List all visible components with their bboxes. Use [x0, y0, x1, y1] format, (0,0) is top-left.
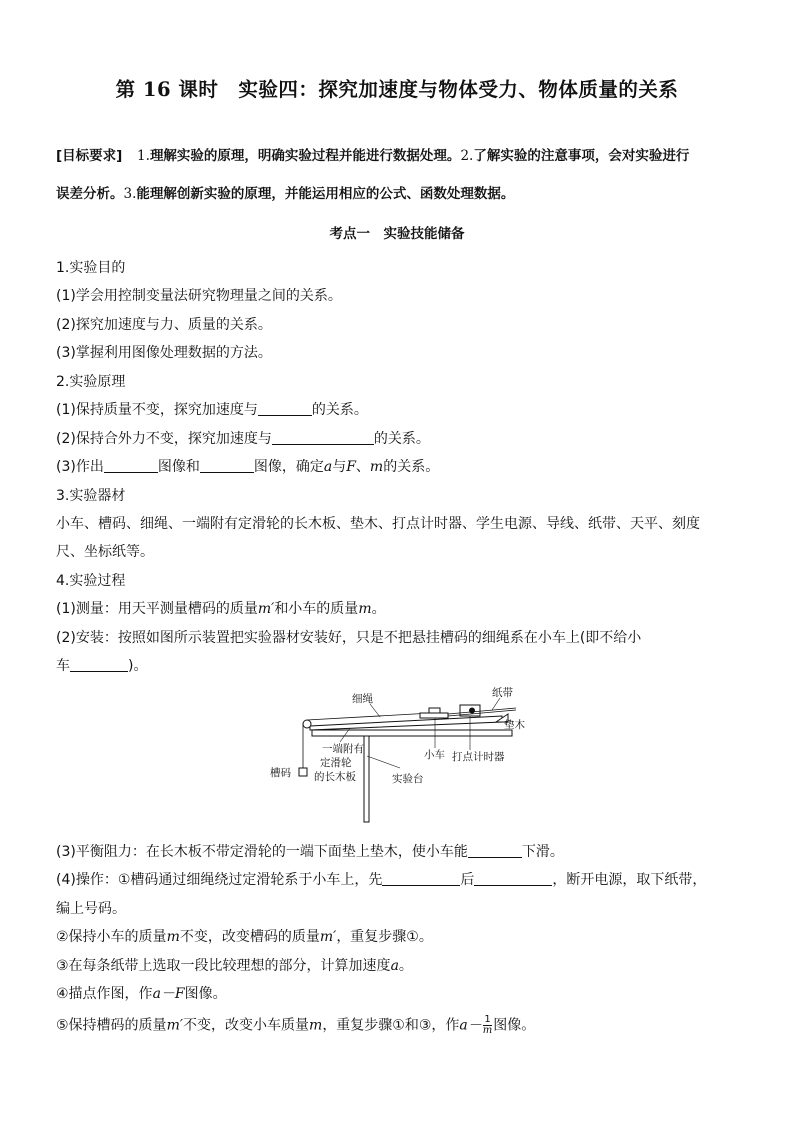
- s4-line-4: [56, 842, 564, 862]
- label-board-3: 的长木板: [314, 771, 356, 783]
- s4-l8-text-c: ，重复步骤①和③，作: [322, 1017, 460, 1034]
- objectives-line-2: [56, 184, 746, 204]
- fill-blank[interactable]: [382, 871, 460, 886]
- s4-l6-text-b: 。: [398, 958, 413, 974]
- objective-text-2a: 了解实验的注意事项，会对实验进行: [473, 148, 690, 164]
- fill-blank[interactable]: [200, 458, 254, 473]
- symbol-m-prime: m′: [257, 601, 275, 617]
- s4-line-8: [56, 956, 413, 976]
- s4-l6-text-a: ③在每条纸带上选取一段比较理想的部分，计算加速度: [56, 958, 391, 974]
- symbol-m: m: [166, 929, 180, 945]
- s4-l4-text-c: ，断开电源，取下纸带，: [552, 872, 707, 888]
- objectives-line-1: [56, 146, 746, 166]
- symbol-a: a: [390, 958, 399, 974]
- s4-line-1: [56, 599, 386, 619]
- fill-blank[interactable]: [474, 871, 552, 886]
- fill-blank[interactable]: [468, 843, 522, 858]
- objective-text-2b: 误差分析。: [56, 186, 124, 202]
- s1-heading: 1.实验目的: [56, 260, 126, 276]
- s2-l2-text-a: (2)保持合外力不变，探究加速度与: [56, 431, 272, 447]
- fill-blank[interactable]: [104, 458, 158, 473]
- s4-l2-text-b: 车: [56, 658, 70, 674]
- s2-line-1: [56, 400, 368, 420]
- s2-l3-text-c: 图像，确定: [253, 459, 324, 475]
- s4-l5-text-b: 不变，改变槽码的质量: [179, 929, 320, 945]
- symbol-F: F: [346, 459, 356, 475]
- label-wedge-block: 垫木: [504, 719, 525, 731]
- s2-l1-text-a: (1)保持质量不变，探究加速度与: [56, 402, 258, 418]
- s3-heading: 3.实验器材: [56, 488, 126, 504]
- expr-a-F: a－F: [152, 986, 185, 1002]
- s4-l1-text-b: 和小车的质量: [274, 601, 359, 617]
- fraction-1-over-m: [483, 1015, 492, 1036]
- s2-line-3: [56, 457, 439, 477]
- timer-dot: [469, 708, 475, 714]
- fraction-numerator: 1: [484, 1014, 491, 1025]
- s4-heading: 4.实验过程: [56, 573, 126, 589]
- s4-l8-text-b: 不变，改变小车质量: [183, 1017, 310, 1034]
- objectives-tag: [目标要求]: [56, 148, 123, 164]
- lab-table-leg: [364, 736, 369, 822]
- symbol-a: a: [323, 459, 333, 475]
- label-board-1: 一端附有: [322, 743, 364, 755]
- label-table: 实验台: [392, 773, 424, 785]
- s4-l7-text-a: ④描点作图，作: [56, 986, 153, 1002]
- cart: [420, 713, 448, 718]
- fill-blank[interactable]: [70, 657, 128, 672]
- s4-line-9: [56, 984, 227, 1004]
- objective-number-3: 3.: [123, 186, 137, 202]
- s4-line-5: [56, 870, 706, 890]
- s2-l1-text-b: 的关系。: [311, 402, 368, 418]
- s4-l3-text-a: (3)平衡阻力：在长木板不带定滑轮的一端下面垫上垫木，使小车能: [56, 844, 468, 860]
- pulley-icon: [303, 720, 311, 728]
- expr-a-minus: a－: [459, 1017, 482, 1034]
- s3-line-2: 尺、坐标纸等。: [56, 544, 154, 560]
- symbol-m-prime: m′: [319, 929, 337, 945]
- s4-line-7: [56, 927, 433, 947]
- s1-line-1: (1)学会用控制变量法研究物理量之间的关系。: [56, 288, 342, 304]
- objective-text-3: 能理解创新实验的原理，并能运用相应的公式、函数处理数据。: [136, 186, 515, 202]
- objective-text-1: 理解实验的原理，明确实验过程并能进行数据处理。: [149, 148, 461, 164]
- s3-line-1: 小车、槽码、细绳、一端附有定滑轮的长木板、垫木、打点计时器、学生电源、导线、纸带、天平、刻度: [56, 516, 700, 532]
- s4-l4-text-a: (4)操作：①槽码通过细绳绕过定滑轮系于小车上，先: [56, 872, 383, 888]
- s2-l3-text-a: (3)作出: [56, 459, 104, 475]
- s4-line-6: 编上号码。: [56, 901, 126, 917]
- fill-blank[interactable]: [272, 430, 374, 445]
- s4-l5-text-a: ②保持小车的质量: [56, 929, 167, 945]
- objective-number-2: 2.: [460, 148, 474, 164]
- fraction-denominator: m: [482, 1025, 493, 1036]
- apparatus-diagram: [270, 686, 530, 828]
- label-timer: 打点计时器: [452, 751, 505, 763]
- s4-l1-text-a: (1)测量：用天平测量槽码的质量: [56, 601, 258, 617]
- s4-line-2: (2)安装：按照如图所示装置把实验器材安装好，只是不把悬挂槽码的细绳系在小车上(即不给小: [56, 630, 642, 646]
- label-board-2: 定滑轮: [320, 757, 352, 769]
- page-title: 第 16 课时 实验四：探究加速度与物体受力、物体质量的关系: [115, 78, 679, 101]
- s4-l5-text-c: ，重复步骤①。: [336, 929, 433, 945]
- fill-blank[interactable]: [258, 401, 312, 416]
- symbol-m-prime: m′: [166, 1017, 184, 1034]
- rope-line: [307, 713, 432, 720]
- s2-line-2: [56, 429, 430, 449]
- lab-table-top: [312, 730, 512, 736]
- s4-l4-text-b: 后: [460, 872, 475, 888]
- s1-line-3: (3)掌握利用图像处理数据的方法。: [56, 345, 272, 361]
- section-heading: 考点一 实验技能储备: [329, 226, 465, 242]
- s2-l3-text-f: 的关系。: [383, 459, 440, 475]
- s1-line-2: (2)探究加速度与力、质量的关系。: [56, 317, 272, 333]
- s4-l2-text-c: )。: [128, 658, 148, 674]
- label-cart: 小车: [424, 749, 445, 761]
- s4-l1-text-c: 。: [371, 601, 386, 617]
- s4-line-10: [56, 1015, 535, 1036]
- s2-l3-text-e: 、: [355, 459, 370, 475]
- label-weight: 槽码: [270, 767, 291, 779]
- s2-l3-text-d: 与: [332, 459, 347, 475]
- hanging-weight-icon: [299, 768, 307, 776]
- s2-l3-text-b: 图像和: [157, 459, 200, 475]
- s4-line-3: [56, 656, 147, 676]
- symbol-m: m: [358, 601, 372, 617]
- s4-l8-text-a: ⑤保持槽码的质量: [56, 1017, 167, 1034]
- s4-l7-text-b: 图像。: [184, 986, 227, 1002]
- objective-number-1: 1.: [137, 148, 150, 164]
- symbol-m: m: [309, 1017, 323, 1034]
- s2-l2-text-b: 的关系。: [373, 431, 430, 447]
- label-rope: 细绳: [352, 693, 373, 705]
- s4-l3-text-b: 下滑。: [521, 844, 564, 860]
- symbol-m: m: [369, 459, 384, 475]
- label-paper-tape: 纸带: [492, 687, 513, 699]
- s4-l8-text-d: 图像。: [493, 1017, 536, 1034]
- s2-heading: 2.实验原理: [56, 374, 126, 390]
